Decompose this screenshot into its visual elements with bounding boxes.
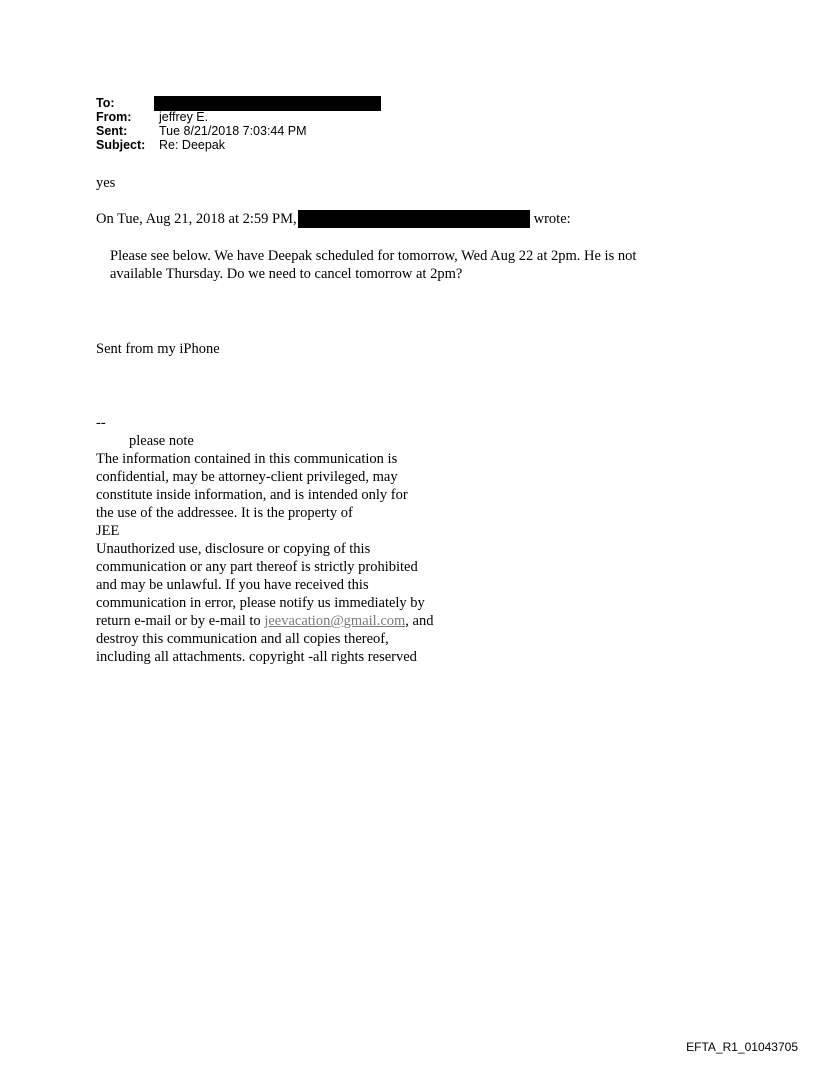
email-line-prefix: return e-mail or by e-mail to [96, 613, 265, 629]
email-link[interactable]: jeevacation@gmail.com [264, 613, 406, 629]
email-line-suffix: , and [405, 613, 434, 629]
from-row [96, 110, 381, 124]
email-header [96, 96, 381, 152]
to-label: To: [96, 96, 115, 110]
subject-label: Subject: [96, 138, 146, 152]
quoted-line: available Thursday. Do we need to cancel tomorrow at 2pm? [110, 266, 463, 282]
please-note: please note [129, 433, 194, 449]
sent-label: Sent: [96, 124, 128, 138]
sent-from-iphone: Sent from my iPhone [96, 341, 220, 357]
signature-separator: -- [96, 415, 106, 431]
quoted-line: Please see below. We have Deepak scheduled for tomorrow, Wed Aug 22 at 2pm. He is not [110, 248, 637, 264]
document-id: EFTA_R1_01043705 [686, 1040, 798, 1054]
from-label: From: [96, 110, 132, 124]
from-value: jeffrey E. [159, 110, 209, 124]
confidentiality-disclaimer [96, 450, 476, 666]
disclaimer-line: communication in error, please notify us immediately by [96, 595, 425, 611]
attribution-prefix: On Tue, Aug 21, 2018 at 2:59 PM, [96, 211, 297, 227]
subject-value: Re: Deepak [159, 138, 226, 152]
disclaimer-line: communication or any part thereof is strictly prohibited [96, 559, 418, 575]
disclaimer-line: constitute inside information, and is intended only for [96, 487, 408, 503]
to-row [96, 96, 381, 110]
subject-row [96, 138, 381, 152]
disclaimer-line: JEE [96, 523, 120, 539]
disclaimer-line: including all attachments. copyright -all rights reserved [96, 649, 417, 665]
sent-value: Tue 8/21/2018 7:03:44 PM [159, 124, 307, 138]
redacted-sender [298, 210, 530, 228]
reply-text: yes [96, 175, 116, 191]
attribution-suffix: wrote: [533, 211, 571, 227]
disclaimer-line: the use of the addressee. It is the property of [96, 505, 353, 521]
redacted-recipient [154, 96, 381, 111]
quoted-message [110, 247, 720, 283]
disclaimer-email-line [96, 612, 476, 630]
quote-attribution [96, 210, 571, 228]
disclaimer-line: destroy this communication and all copies thereof, [96, 631, 389, 647]
disclaimer-line: and may be unlawful. If you have received this [96, 577, 369, 593]
sent-row [96, 124, 381, 138]
disclaimer-line: Unauthorized use, disclosure or copying of this [96, 541, 371, 557]
disclaimer-line: The information contained in this communication is [96, 451, 398, 467]
disclaimer-line: confidential, may be attorney-client privileged, may [96, 469, 398, 485]
